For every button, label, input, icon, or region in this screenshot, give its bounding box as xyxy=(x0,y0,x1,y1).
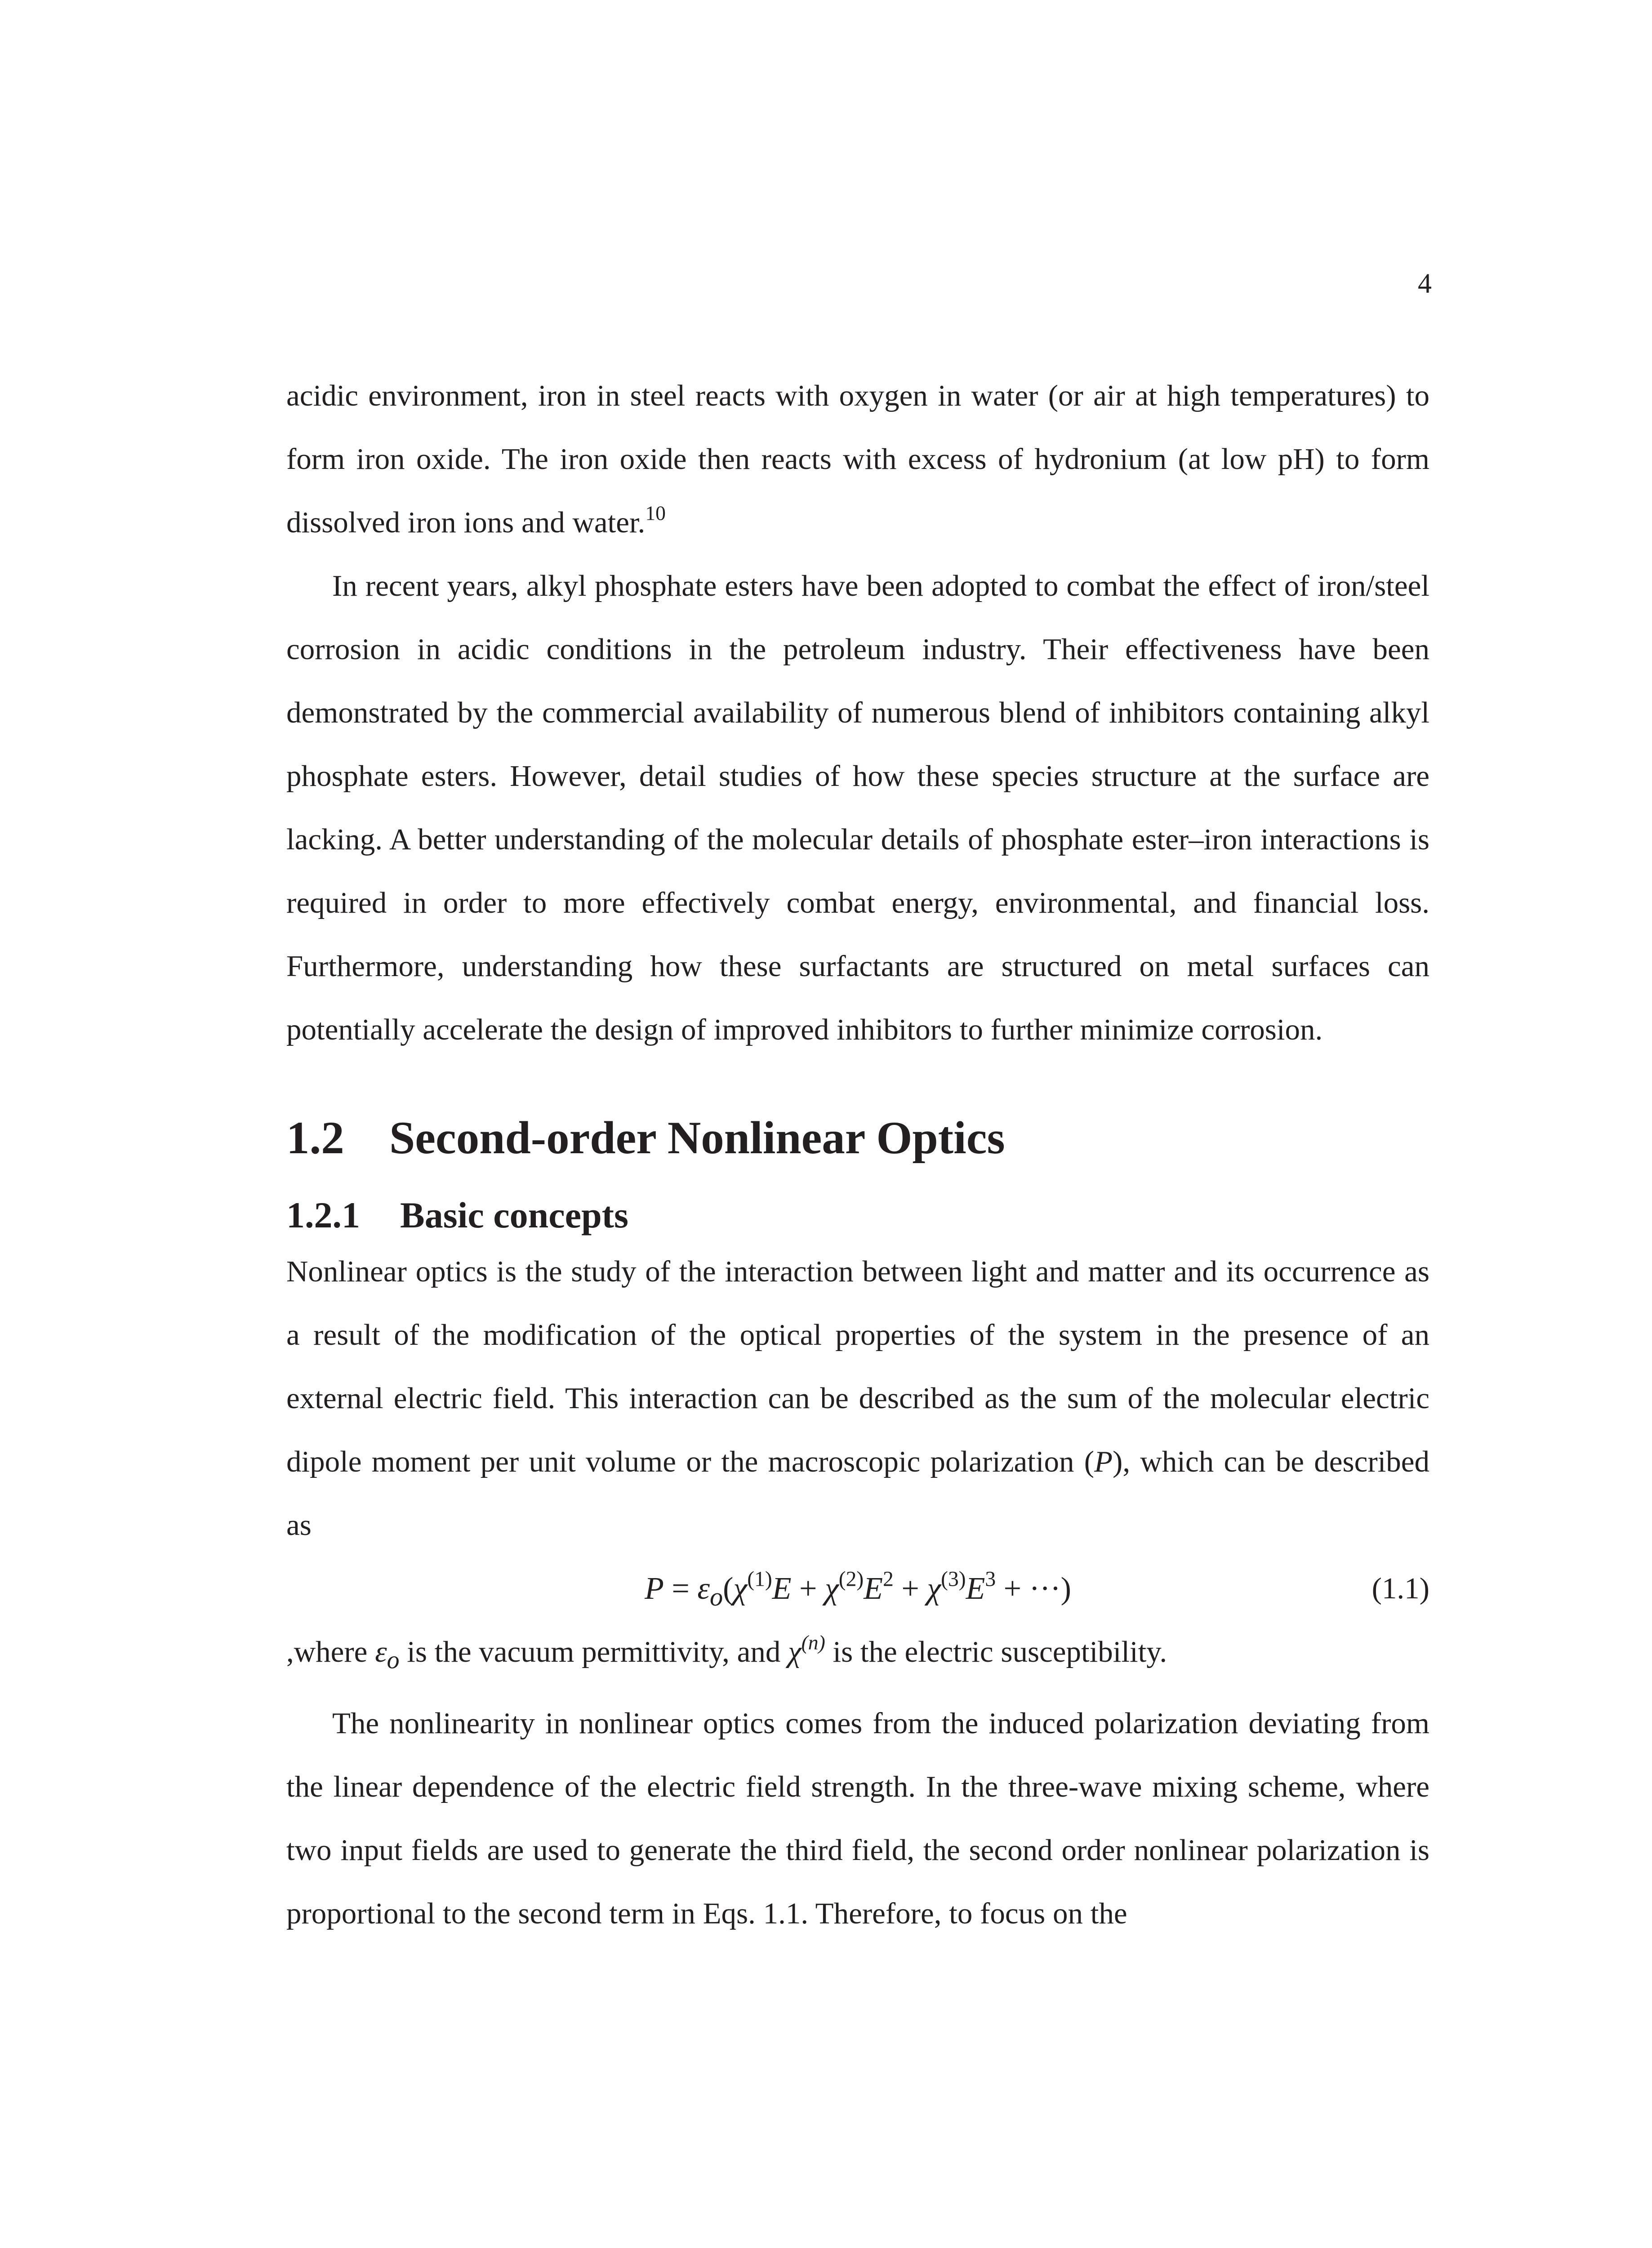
chi-symbol: χ xyxy=(788,1635,802,1668)
paragraph-text: ), which can be described as xyxy=(286,1445,1429,1542)
subsection-title: Basic concepts xyxy=(400,1195,628,1236)
eq-symbol: χ xyxy=(824,1571,839,1606)
eq-symbol: E xyxy=(864,1571,883,1606)
eq-symbol: P xyxy=(645,1571,664,1606)
section-heading xyxy=(286,1109,1429,1167)
paragraph-equation-definitions xyxy=(286,1620,1429,1692)
eq-superscript: (1) xyxy=(747,1567,772,1591)
eq-symbol: χ xyxy=(927,1571,941,1606)
eq-ellipsis: ··· xyxy=(1029,1571,1061,1606)
eq-symbol: ε xyxy=(697,1571,710,1606)
epsilon-subscript: o xyxy=(387,1646,400,1674)
eq-superscript: 2 xyxy=(883,1567,894,1591)
eq-operator: + xyxy=(996,1571,1029,1606)
paragraph-text: Nonlinear optics is the study of the interaction between light and matter and its occurrence as a result of the modification of the optical properties of the system in the presence of an external electric field. This interaction can be described as the sum of the molecular electric dipole moment per unit volume or the macroscopic polarization ( xyxy=(286,1255,1429,1478)
eq-paren: ( xyxy=(723,1571,734,1606)
eq-symbol: χ xyxy=(733,1571,748,1606)
eq-superscript: (3) xyxy=(941,1567,966,1591)
subsection-heading xyxy=(286,1191,1429,1240)
citation-superscript: 10 xyxy=(645,501,666,525)
equation-1-1 xyxy=(286,1557,1429,1620)
eq-symbol: E xyxy=(966,1571,985,1606)
eq-paren: ) xyxy=(1060,1571,1071,1606)
eq-operator: + xyxy=(791,1571,825,1606)
equation-formula xyxy=(286,1557,1429,1628)
polarization-symbol: P xyxy=(1094,1445,1113,1478)
paragraph-nonlinearity: The nonlinearity in nonlinear optics comes from the induced polarization deviating from the linear dependence of the electric field strength. In the three-wave mixing scheme, where two input fields are used to generate the third field, the second order nonlinear polarization is proportional to the second term in Eqs. 1.1. Therefore, to focus on the xyxy=(286,1707,1429,1931)
paragraph-text: acidic environment, iron in steel reacts with oxygen in water (or air at high temperatures) to form iron oxide. The iron oxide then reacts with excess of hydronium (at low pH) to form dissolved iron ions and water. xyxy=(286,379,1429,539)
paragraph-text: is the vacuum permittivity, and xyxy=(399,1635,788,1668)
eq-operator: + xyxy=(893,1571,927,1606)
paragraph-phosphate-esters: In recent years, alkyl phosphate esters have been adopted to combat the effect of iron/steel corrosion in acidic conditions in the petroleum industry. Their effectiveness have been demonstrated by the commercial availability of numerous blend of inhibitors containing alkyl phosphate esters. However, detail studies of how these species structure at the surface are lacking. A better understanding of the molecular details of phosphate ester–iron interactions is required in order to more effectively combat energy, environmental, and financial loss. Furthermore, understanding how these surfactants are structured on metal surfaces can potentially accelerate the design of improved inhibitors to further minimize corrosion. xyxy=(286,569,1429,1046)
eq-symbol: E xyxy=(772,1571,792,1606)
eq-operator: = xyxy=(663,1571,698,1606)
subsection-number: 1.2.1 xyxy=(286,1195,360,1236)
section-title: Second-order Nonlinear Optics xyxy=(389,1112,1005,1164)
eq-subscript: o xyxy=(709,1582,723,1611)
page-number: 4 xyxy=(1418,268,1432,299)
section-number: 1.2 xyxy=(286,1112,344,1164)
paragraph-corrosion-mechanism xyxy=(286,364,1429,554)
eq-superscript: 3 xyxy=(985,1567,996,1591)
chi-superscript: (n) xyxy=(801,1631,825,1654)
eq-superscript: (2) xyxy=(838,1567,864,1591)
paragraph-nonlinear-optics-intro xyxy=(286,1240,1429,1557)
paragraph-text: ,where xyxy=(286,1635,375,1668)
page-body xyxy=(286,364,1429,1945)
epsilon-symbol: ε xyxy=(375,1635,387,1668)
equation-number: (1.1) xyxy=(1371,1572,1429,1605)
paragraph-text: is the electric susceptibility. xyxy=(825,1635,1167,1668)
